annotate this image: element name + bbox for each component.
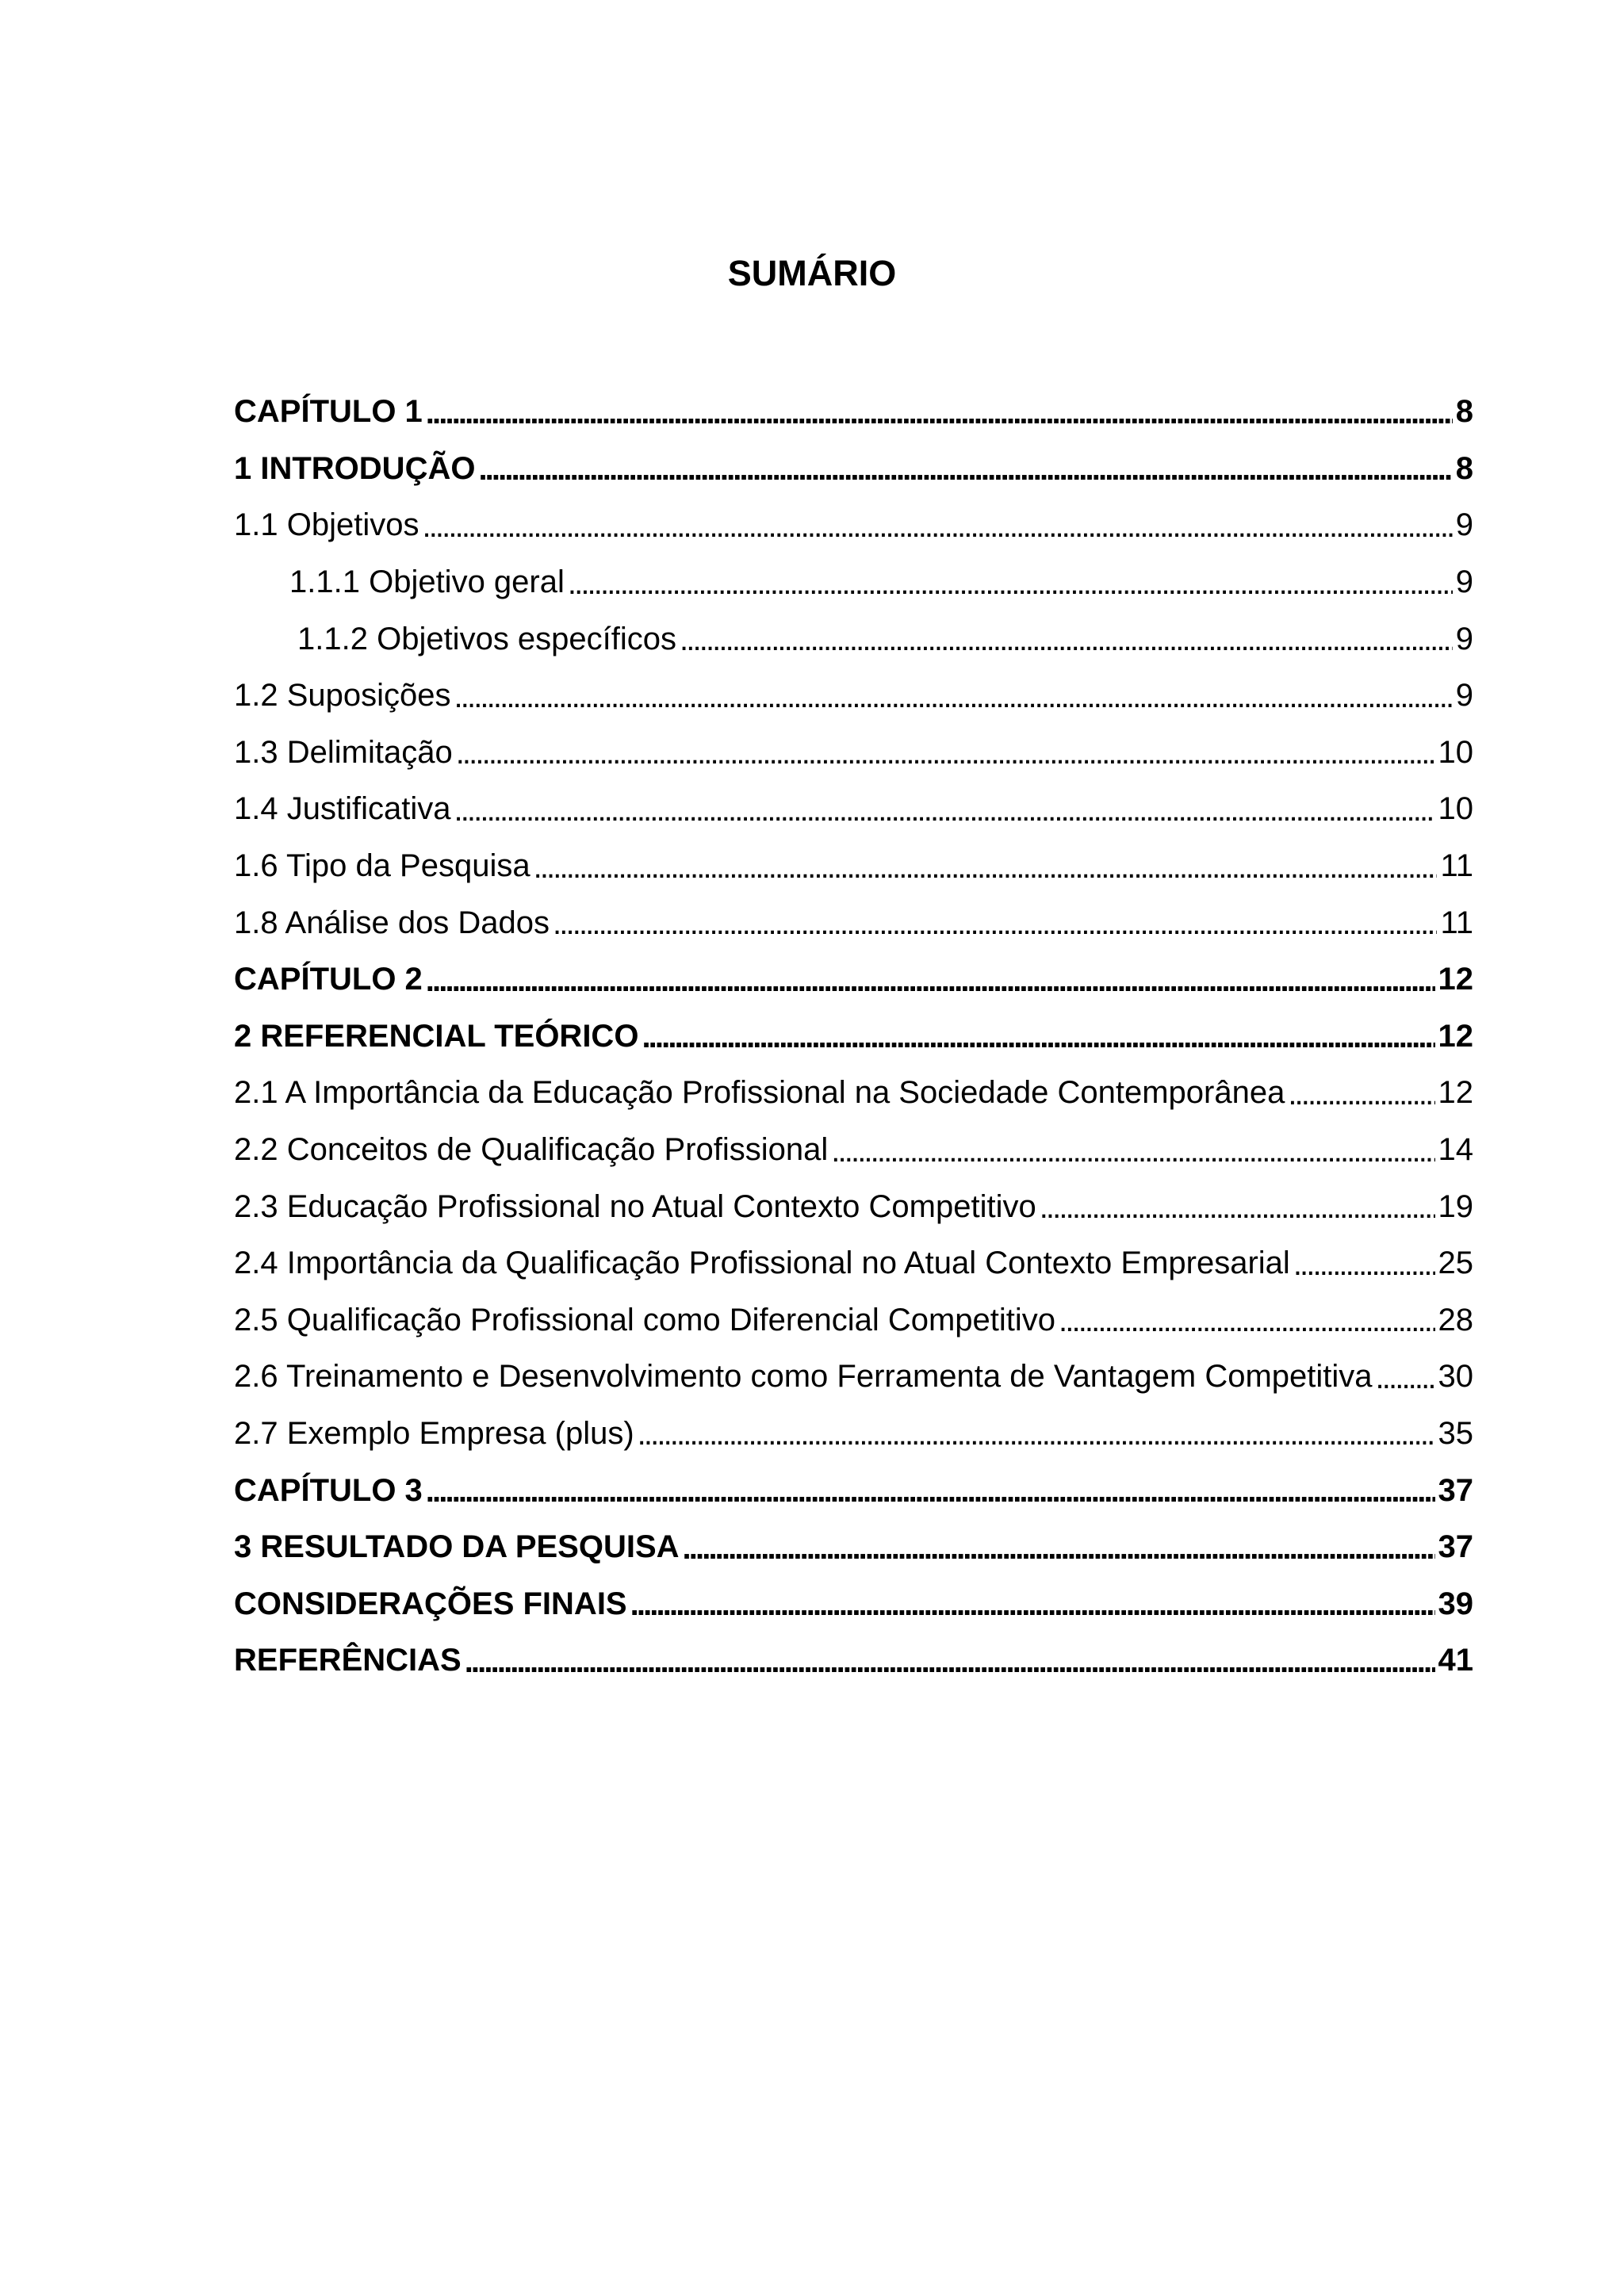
toc-dot-leader bbox=[478, 450, 1452, 487]
toc-entry-title: 2.3 Educação Profissional no Atual Contexto Competitivo bbox=[234, 1188, 1036, 1224]
toc-entry-title: 2.1 A Importância da Educação Profissional na Sociedade Contemporânea bbox=[234, 1075, 1285, 1111]
toc-entry-title: 1.6 Tipo da Pesquisa bbox=[234, 848, 530, 884]
toc-entry-title: 1.4 Justificativa bbox=[234, 791, 451, 827]
toc-entry bbox=[234, 1406, 1473, 1463]
toc-entry-title: 2.4 Importância da Qualificação Profissional no Atual Contexto Empresarial bbox=[234, 1246, 1290, 1281]
toc-entry bbox=[234, 1122, 1473, 1179]
toc-dot-leader bbox=[1288, 1075, 1434, 1112]
toc-entry bbox=[234, 668, 1473, 725]
toc-entry-title: CAPÍTULO 3 bbox=[234, 1472, 423, 1508]
toc-entry-page-number: 9 bbox=[1455, 564, 1473, 600]
toc-entry-page-number: 30 bbox=[1438, 1359, 1473, 1395]
toc-dot-leader bbox=[426, 1472, 1435, 1509]
toc-dot-leader bbox=[1376, 1359, 1435, 1395]
toc-entry-page-number: 8 bbox=[1455, 394, 1473, 430]
toc-dot-leader bbox=[638, 1415, 1435, 1452]
toc-entry-page-number: 19 bbox=[1438, 1188, 1473, 1224]
toc-dot-leader bbox=[831, 1132, 1434, 1169]
toc-entry-title: 2.6 Treinamento e Desenvolvimento como Ferramenta de Vantagem Competitiva bbox=[234, 1359, 1373, 1395]
toc-entry-page-number: 9 bbox=[1455, 507, 1473, 543]
toc-entry bbox=[234, 1575, 1473, 1632]
toc-entry-title: 1.1 Objetivos bbox=[234, 507, 419, 543]
toc-entry-title: REFERÊNCIAS bbox=[234, 1643, 462, 1678]
toc-entry-title: 1.1.2 Objetivos específicos bbox=[297, 621, 677, 656]
toc-dot-leader bbox=[1293, 1246, 1435, 1282]
toc-entry bbox=[234, 1235, 1473, 1292]
toc-entry bbox=[234, 1632, 1473, 1689]
toc-entry bbox=[234, 1462, 1473, 1519]
toc-entry bbox=[234, 1008, 1473, 1066]
toc-entry-page-number: 39 bbox=[1438, 1586, 1473, 1621]
toc-entry-page-number: 41 bbox=[1438, 1643, 1473, 1678]
toc-entry bbox=[234, 838, 1473, 895]
toc-dot-leader bbox=[553, 905, 1437, 941]
toc-entry bbox=[234, 610, 1473, 668]
toc-dot-leader bbox=[465, 1643, 1435, 1679]
toc-entry-title: 1.1.1 Objetivo geral bbox=[289, 564, 565, 600]
toc-entry-title: 1.3 Delimitação bbox=[234, 734, 453, 770]
toc-entry-page-number: 9 bbox=[1455, 621, 1473, 656]
toc-entry bbox=[234, 781, 1473, 838]
toc-entry-page-number: 37 bbox=[1438, 1529, 1473, 1565]
toc-entry-title: 2 REFERENCIAL TEÓRICO bbox=[234, 1018, 639, 1054]
toc-entry bbox=[234, 894, 1473, 951]
toc-entry-page-number: 11 bbox=[1440, 848, 1473, 884]
toc-entry-title: CAPÍTULO 1 bbox=[234, 394, 423, 430]
toc-dot-leader bbox=[630, 1586, 1435, 1622]
toc-entry-page-number: 37 bbox=[1438, 1472, 1473, 1508]
toc-entry-page-number: 8 bbox=[1455, 450, 1473, 486]
toc-entry bbox=[234, 1292, 1473, 1349]
toc-entry bbox=[234, 554, 1473, 611]
toc-dot-leader bbox=[534, 848, 1438, 885]
toc-entry bbox=[234, 1178, 1473, 1235]
page-title: SUMÁRIO bbox=[727, 253, 897, 293]
toc-dot-leader bbox=[454, 791, 1434, 828]
toc-dot-leader bbox=[422, 507, 1452, 544]
toc-entry-title: 2.7 Exemplo Empresa (plus) bbox=[234, 1415, 634, 1451]
toc-entry-page-number: 12 bbox=[1438, 1018, 1473, 1054]
toc-dot-leader bbox=[456, 734, 1435, 771]
toc-dot-leader bbox=[1040, 1188, 1435, 1225]
toc-entry-title: 2.5 Qualificação Profissional como Diferencial Competitivo bbox=[234, 1302, 1056, 1337]
toc-entry bbox=[234, 441, 1473, 498]
toc-entry-page-number: 12 bbox=[1438, 962, 1473, 997]
toc-entry-page-number: 28 bbox=[1438, 1302, 1473, 1337]
toc-entry-page-number: 10 bbox=[1438, 791, 1473, 827]
toc-entry-page-number: 9 bbox=[1455, 678, 1473, 714]
toc-entry bbox=[234, 1519, 1473, 1576]
toc-entry-page-number: 35 bbox=[1438, 1415, 1473, 1451]
toc-entry bbox=[234, 1065, 1473, 1122]
toc-entry-page-number: 11 bbox=[1440, 905, 1473, 940]
toc-dot-leader bbox=[683, 1529, 1435, 1566]
toc-entry-page-number: 10 bbox=[1438, 734, 1473, 770]
toc-entry-title: 3 RESULTADO DA PESQUISA bbox=[234, 1529, 680, 1565]
toc-entry bbox=[234, 951, 1473, 1008]
toc-entry-title: 2.2 Conceitos de Qualificação Profissional bbox=[234, 1132, 829, 1168]
table-of-contents bbox=[234, 384, 1473, 1689]
toc-entry bbox=[234, 1349, 1473, 1406]
toc-entry-title: CAPÍTULO 2 bbox=[234, 962, 423, 997]
toc-dot-leader bbox=[426, 394, 1453, 430]
toc-entry-page-number: 25 bbox=[1438, 1246, 1473, 1281]
toc-dot-leader bbox=[454, 678, 1453, 714]
toc-entry-title: 1 INTRODUÇÃO bbox=[234, 450, 476, 486]
toc-dot-leader bbox=[1059, 1302, 1434, 1338]
toc-dot-leader bbox=[680, 621, 1453, 657]
toc-entry bbox=[234, 725, 1473, 782]
toc-entry-title: 1.8 Análise dos Dados bbox=[234, 905, 550, 940]
toc-entry bbox=[234, 497, 1473, 554]
toc-dot-leader bbox=[568, 564, 1453, 601]
toc-entry-page-number: 14 bbox=[1438, 1132, 1473, 1168]
toc-dot-leader bbox=[426, 962, 1435, 998]
toc-dot-leader bbox=[642, 1018, 1434, 1054]
toc-entry bbox=[234, 384, 1473, 441]
toc-entry-title: CONSIDERAÇÕES FINAIS bbox=[234, 1586, 627, 1621]
toc-entry-page-number: 12 bbox=[1438, 1075, 1473, 1111]
toc-entry-title: 1.2 Suposições bbox=[234, 678, 451, 714]
